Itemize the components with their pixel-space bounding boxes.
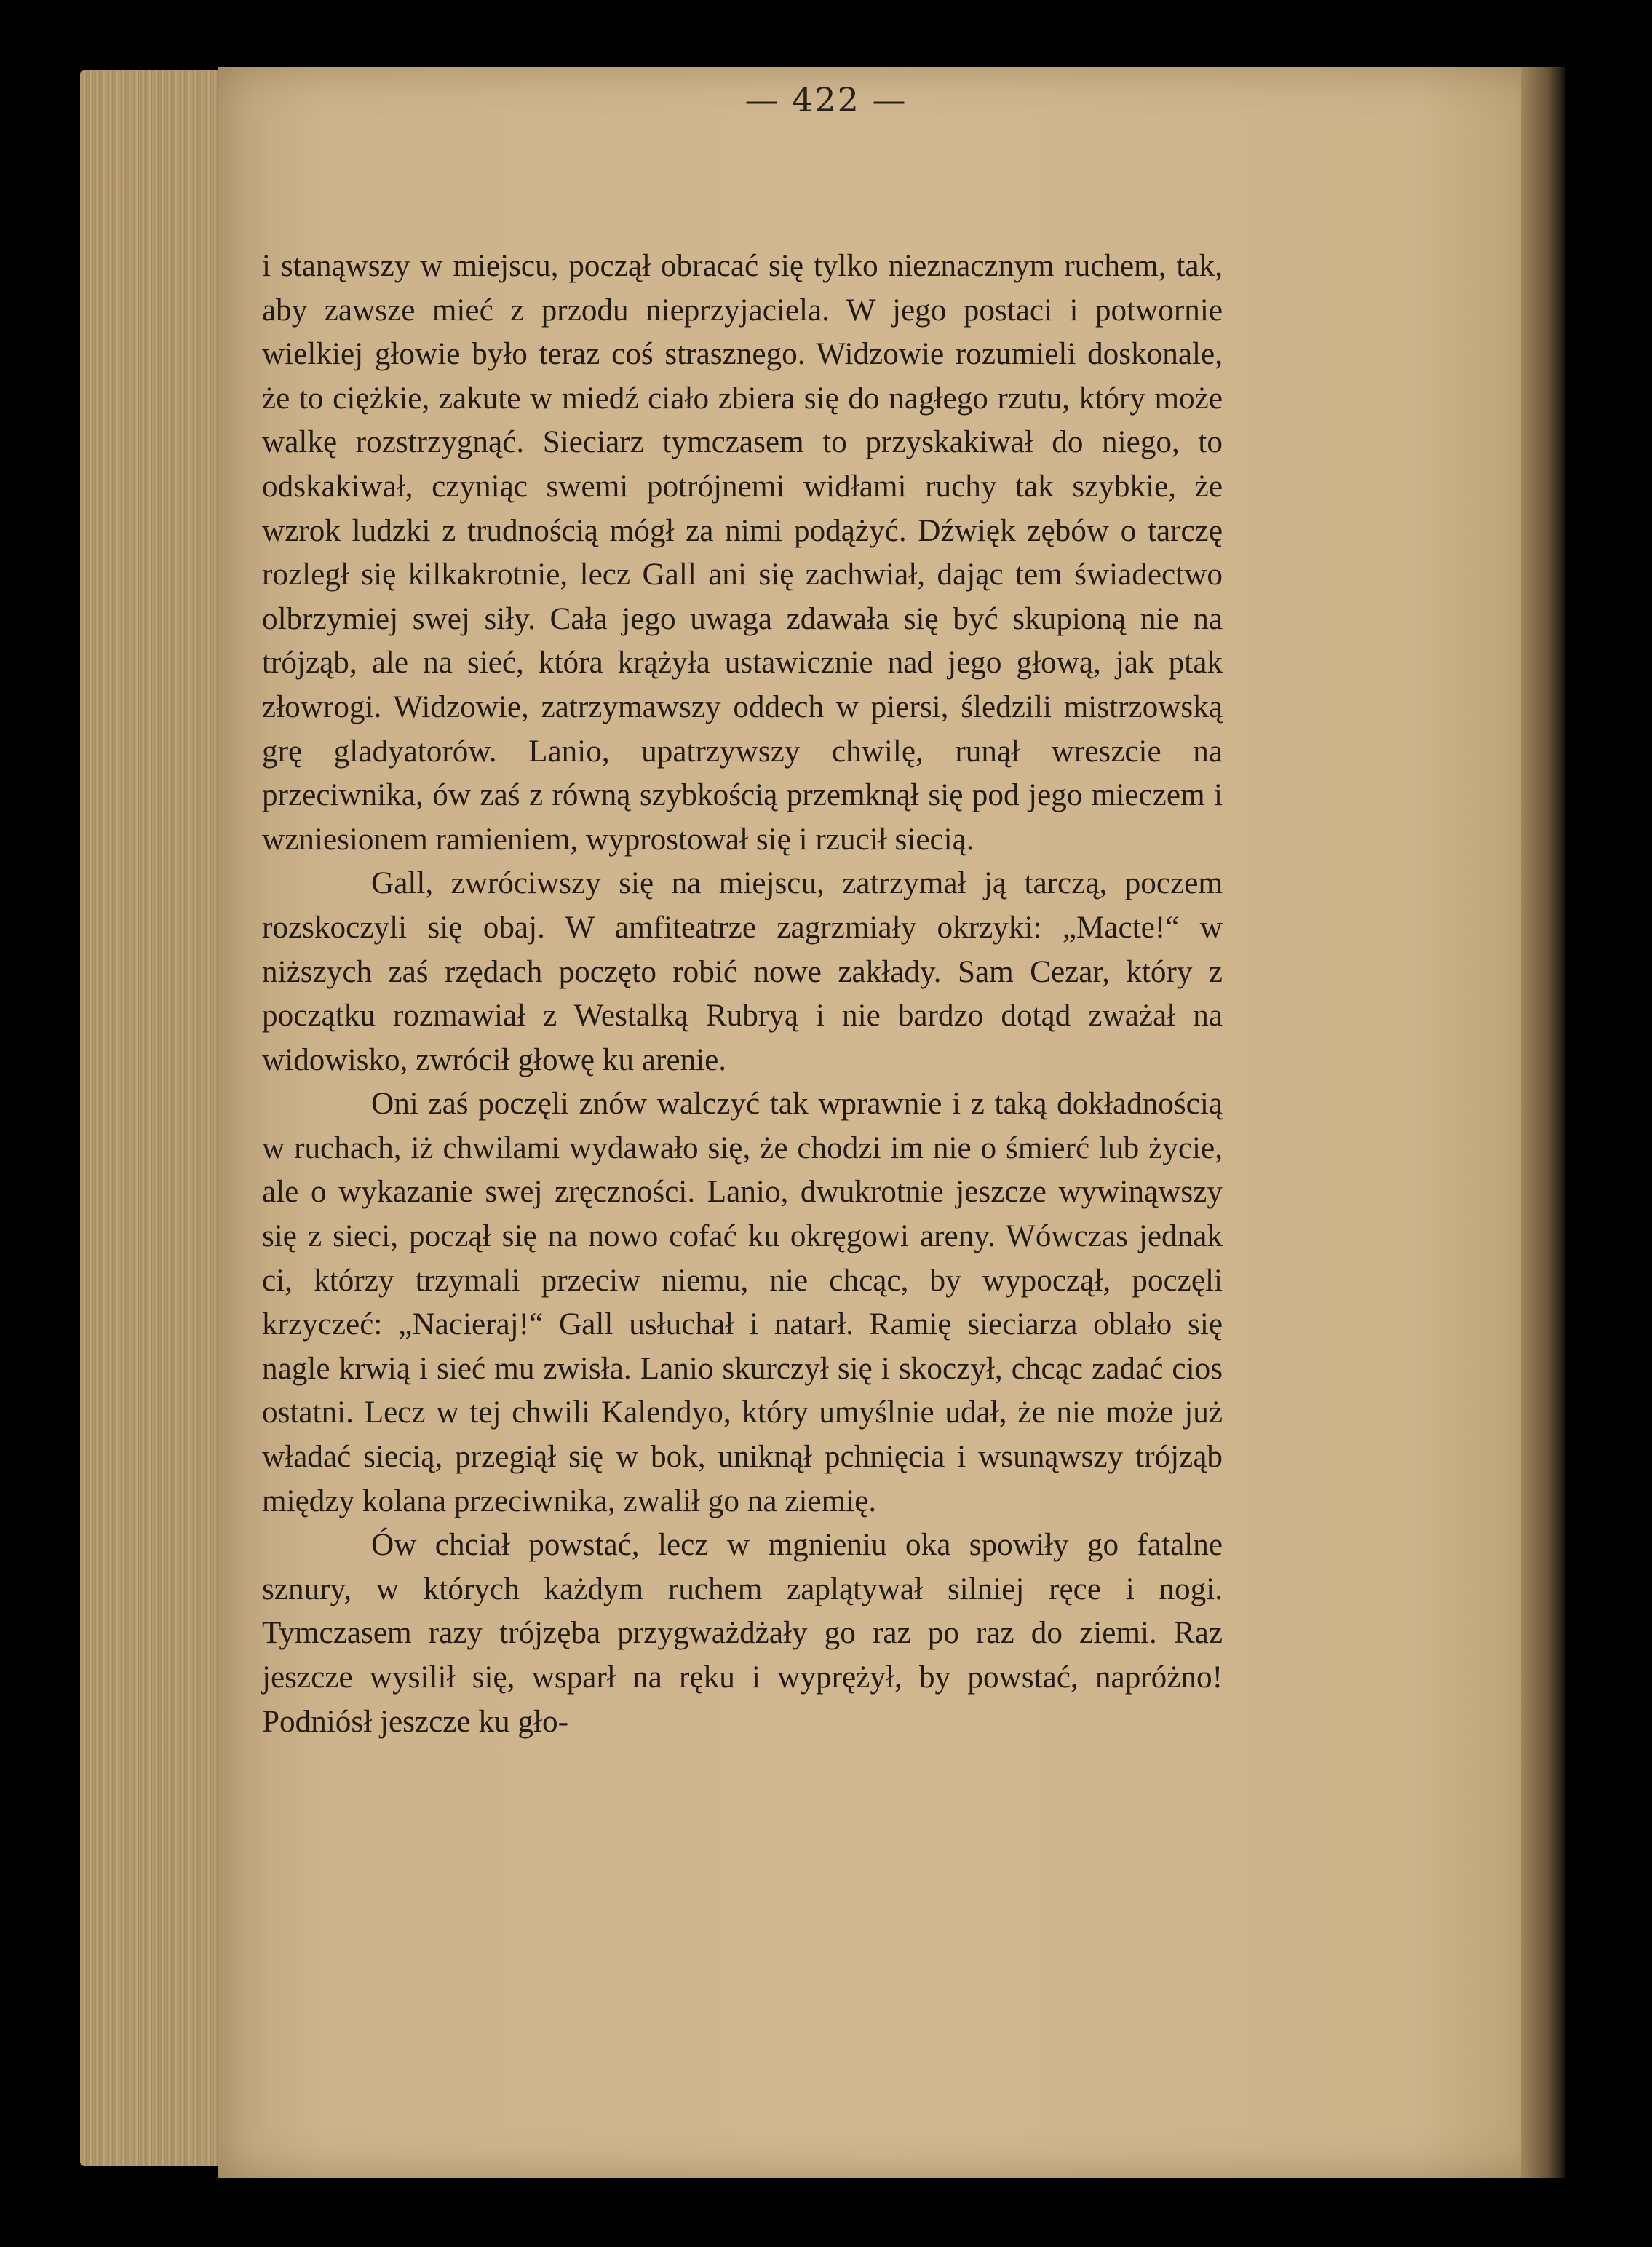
paragraph: Gall, zwróciwszy się na miejscu, zatrzymał ją tarczą, poczem rozskoczyli się obaj. W amfiteatrze zagrzmiały okrzyki: „Macte!“ w niższych zaś rzędach poczęto robić nowe zakłady. Sam Cezar, który z początku rozmawiał z Westalką Rubryą i nie bardzo dotąd zważał na widowisko, zwrócił głowę ku arenie.: [262, 866, 1223, 1077]
body-text: [262, 245, 1223, 1744]
book-spine: [1521, 67, 1565, 2178]
page-number: — 422 —: [744, 80, 908, 119]
paragraph: Oni zaś poczęli znów walczyć tak wprawnie i z taką dokładnością w ruchach, iż chwilami wydawało się, że chodzi im nie o śmierć lub życie, ale o wykazanie swej zręczności. Lanio, dwukrotnie jeszcze wywinąwszy się z sieci, począł się na nowo cofać ku okręgowi areny. Wówczas jednak ci, którzy trzymali przeciw niemu, nie chcąc, by wypoczął, poczęli krzyczeć: „Nacieraj!“ Gall usłuchał i natarł. Ramię sieciarza oblało się nagle krwią i sieć mu zwisła. Lanio skurczył się i skoczył, chcąc zadać cios ostatni. Lecz w tej chwili Kalendyo, który umyślnie udał, że nie może już władać siecią, przegiął się w bok, uniknął pchnięcia i wsunąwszy trójząb między kolana przeciwnika, zwalił go na ziemię.: [262, 1087, 1223, 1518]
paragraph: Ów chciał powstać, lecz w mgnieniu oka spowiły go fatalne sznury, w których każdym ruchem zaplątywał silniej ręce i nogi. Tymczasem razy trójzęba przygważdżały go raz po raz do ziemi. Raz jeszcze wysilił się, wsparł na ręku i wyprężył, by powstać, napróżno! Podniósł jeszcze ku gło-: [262, 1528, 1223, 1739]
paragraph: i stanąwszy w miejscu, począł obracać się tylko nieznacznym ruchem, tak, aby zawsze mieć z przodu nieprzyjaciela. W jego postaci i potwornie wielkiej głowie było teraz coś strasznego. Widzowie rozumieli doskonale, że to ciężkie, zakute w miedź ciało zbiera się do nagłego rzutu, który może walkę rozstrzygnąć. Sieciarz tymczasem to przyskakiwał do niego, to odskakiwał, czyniąc swemi potrójnemi widłami ruchy tak szybkie, że wzrok ludzki z trudnością mógł za nimi podążyć. Dźwięk zębów o tarczę rozległ się kilkakrotnie, lecz Gall ani się zachwiał, dając tem świadectwo olbrzymiej swej siły. Cała jego uwaga zdawała się być skupioną nie na trójząb, ale na sieć, która krążyła ustawicznie nad jego głową, jak ptak złowrogi. Widzowie, zatrzymawszy oddech w piersi, śledzili mistrzowską grę gladyatorów. Lanio, upatrzywszy chwilę, runął wreszcie na przeciwnika, ów zaś z równą szybkością przemknął się pod jego mieczem i wzniesionem ramieniem, wyprostował się i rzucił siecią.: [262, 249, 1223, 857]
